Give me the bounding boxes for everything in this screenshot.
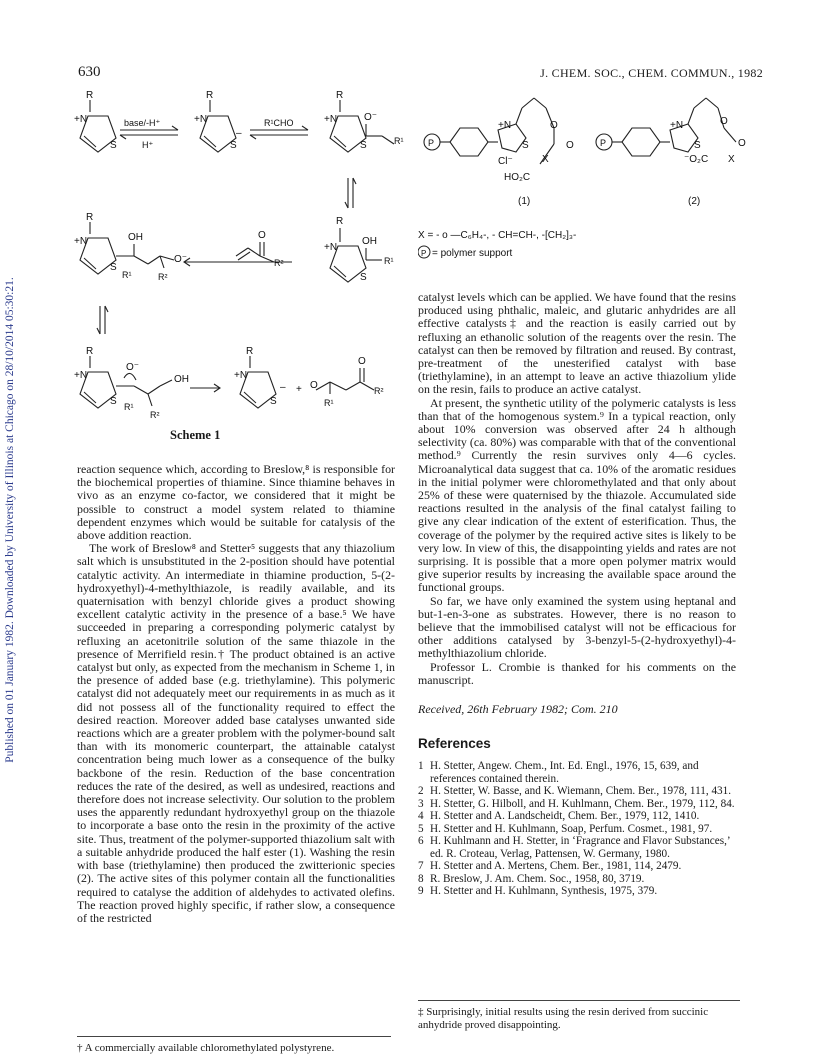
paragraph: At present, the synthetic utility of the polymeric catalysts is less than that of the homogenous system.⁹ In a typical reaction, only about 10% conversion was observed after 24 h although selectivity (ca. 80%) was comparable with that of the conventional method.⁹ Currently the resin survives only 4—6 cycles. Microanalytical data suggest that ca. 10% of the aromatic residues in the initial polymer were chloromethylated and that only about 25% of these were quaternised by the thiazole. Accumulated side reactions resulted in the analysis of the final catalyst failing to give any clear indication of the extent of esterification. Thus, the coverage of the polymer by the required active sites is likely to be very low. In view of this, the disappointing yields and rates are not surprising. It is possible that a more open polymer matrix would give superior results by increasing the available space around the functional groups.	[418, 395, 736, 595]
compound-1-label: (1)	[518, 196, 531, 207]
scheme-n-plus: +N	[74, 370, 88, 381]
scheme-r-label: R	[336, 90, 344, 101]
struct-o: O	[738, 138, 746, 149]
scheme-r1-label: R¹	[124, 402, 134, 412]
scheme-n-plus: +N	[194, 114, 208, 125]
carboxylate-group: ⁻O₂C	[684, 154, 709, 165]
scheme-o-minus: O⁻	[364, 112, 378, 123]
reference-item: 1 H. Stetter, Angew. Chem., Int. Ed. Engl., 1976, 15, 639, and references contained therein.	[418, 760, 699, 785]
carbanion-minus: –	[280, 382, 286, 393]
hplus-label: H⁺	[142, 140, 154, 150]
received-date: Received, 26th February 1982; Com. 210	[418, 702, 618, 716]
scheme-o: O	[358, 356, 366, 367]
scheme-r2-label: R²	[150, 410, 160, 420]
scheme-r-label: R	[206, 90, 214, 101]
footnote-rule-right	[418, 1000, 740, 1001]
scheme-o: O	[310, 380, 318, 391]
scheme-r-label: R	[86, 90, 94, 101]
footnote-rule-left	[77, 1036, 391, 1037]
scheme-s-label: S	[110, 140, 117, 151]
scheme-s-label: S	[230, 140, 237, 151]
paragraph: So far, we have only examined the system using heptanal and but-1-en-3-one as substrates. However, there is no reason to believe that the immobilised catalyst will not be efficacious for other additions catalysed by 3-benzyl-5-(2-hydroxyethyl)-4-methylthiazolium chloride.	[418, 593, 736, 661]
download-sidebar	[2, 150, 18, 890]
scheme-n-plus: +N	[324, 242, 338, 253]
scheme-oh: OH	[128, 232, 143, 243]
scheme-plus: +	[296, 384, 302, 395]
paragraph: reaction sequence which, according to Breslow,⁸ is responsible for the biochemical properties of thiamine. Since thiamine behaves in vivo as an enzyme co-factor, we considered that it might be possible to construct a model system related to thiamine dependent enzymes which would be suitable for catalysis of the above addition reaction.	[77, 462, 395, 543]
rcho-label: R¹CHO	[264, 118, 294, 128]
struct-o: O	[566, 140, 574, 151]
reference-item: 6 H. Kuhlmann and H. Stetter, in ‘Fragrance and Flavor Substances,’ ed. R. Croteau, Verlag, Pattensen, W. Germany, 1980.	[418, 835, 730, 860]
scheme-oh: OH	[362, 236, 377, 247]
paragraph: Professor L. Crombie is thanked for his comments on the manuscript.	[418, 659, 736, 687]
polymer-definition: = polymer support	[432, 248, 513, 259]
scheme-n-plus: +N	[74, 114, 88, 125]
left-column-text	[77, 463, 395, 925]
struct-o: O	[720, 116, 728, 127]
page-number: 630	[78, 64, 101, 80]
right-column-text	[418, 291, 736, 687]
scheme-n-plus: +N	[324, 114, 338, 125]
scheme-oh: OH	[174, 374, 189, 385]
struct-s: S	[694, 140, 701, 151]
scheme-r-label: R	[86, 212, 94, 223]
scheme-caption: Scheme 1	[170, 428, 221, 442]
struct-n-plus: +N	[670, 120, 684, 131]
scheme-s-label: S	[360, 272, 367, 283]
scheme-n-plus: +N	[234, 370, 248, 381]
scheme-s-label: S	[110, 262, 117, 273]
reference-item: 3 H. Stetter, G. Hilboll, and H. Kuhlmann, Chem. Ber., 1979, 112, 84.	[418, 797, 735, 810]
scheme-r1-label: R¹	[394, 136, 404, 146]
reference-item: 2 H. Stetter, W. Basse, and K. Wiemann, Chem. Ber., 1978, 111, 431.	[418, 785, 732, 797]
polymer-p-legend: P	[421, 249, 427, 258]
polymer-p-2: P	[600, 138, 607, 148]
scheme-s-label: S	[360, 140, 367, 151]
scheme-r1-label: R¹	[324, 398, 334, 408]
carbanion-minus: –	[236, 128, 242, 139]
polymer-p-1: P	[428, 138, 435, 148]
paragraph: The work of Breslow⁸ and Stetter⁵ suggests that any thiazolium salt which is unsubstituted in the 2-position should have potential catalytic activity. An intermediate in thiamine production, 5-(2-hydroxyethyl)-4-methylthiazole, is readily available, and its quaternisation with benzyl chloride gives a product showing excellent catalytic activity in the presence of a base.⁵ We have succeeded in preparing a corresponding polymeric catalyst by refluxing an acetonitrile solution of the same thiazole in the presence of Merrifield resin.† The product obtained is an active catalyst but only, as expected from the mechanism in Scheme 1, in the presence of added base (e.g. triethylamine). This polymeric catalyst did not adequately meet our requirements in as much as it did not possess all of the functionality required to effect the desired reaction. Moreover added base catalyses unwanted side reactions which are a greater problem with the polymer-bound salt than with its monomeric counterpart, the attainable catalyst concentration being much lower as a consequence of the bulky backbone of the resin. Reduction of the base concentration reduces the rate of the desired, as well as undesired, reactions and therefore does not increase selectivity. Our solution to the problem uses the apparently redundant hydroxyethyl group on the thiazole to incorporate a base onto the resin in the proximity of the active site. Thus, treatment of the polymer-supported thiazolium salt with a suitable anhydride produced the half ester (1). Washing the resin with base (triethylamine) then produced the zwitterionic species (2). The active sites of this polymer contain all the functionalities required to catalyse the addition of aldehydes to activated olefins. The reaction proved highly specific, if rather slow, a consequence of the restricted	[77, 541, 395, 925]
scheme-s-label: S	[110, 396, 117, 407]
references-list	[418, 760, 743, 898]
carboxylic-acid-group: HO₂C	[504, 172, 531, 183]
struct-n-plus: +N	[498, 120, 512, 131]
reference-item: 9 H. Stetter and H. Kuhlmann, Synthesis, 1975, 379.	[418, 885, 658, 897]
scheme-r-label: R	[246, 346, 254, 357]
footnote-left: † A commercially available chloromethylated polystyrene.	[77, 1042, 335, 1054]
references-heading: References	[418, 736, 491, 751]
compound-2-label: (2)	[688, 196, 701, 207]
reference-item: 5 H. Stetter and H. Kuhlmann, Soap, Perfum. Cosmet., 1981, 97.	[418, 822, 713, 835]
scheme-r2-label: R²	[158, 272, 168, 282]
paragraph: catalyst levels which can be applied. We have found that the resins produced using phthalic, maleic, and glutaric anhydrides are all effective catalysts‡ and the reaction is easily carried out by refluxing an ethanolic solution of the reagents over the resin. The catalyst can then be removed by filtration and reused. By contrast, pre-treatment of the unesterified catalyst with base (triethylamine), in an attempt to leave an active thiazolium ylide on the resin, fails to produce an active catalyst.	[418, 290, 736, 397]
scheme-r-label: R	[336, 216, 344, 227]
scheme-s-label: S	[270, 396, 277, 407]
scheme-o-minus: O⁻	[126, 362, 140, 373]
journal-header: J. CHEM. SOC., CHEM. COMMUN., 1982	[540, 66, 763, 80]
scheme-r1-label: R¹	[384, 256, 394, 266]
chloride-ion: Cl⁻	[498, 156, 513, 167]
scheme-o: O	[258, 230, 266, 241]
scheme-1-diagram	[60, 88, 405, 428]
struct-s: S	[522, 140, 529, 151]
scheme-r1-label: R¹	[122, 270, 132, 280]
reference-item: 7 H. Stetter and A. Mertens, Chem. Ber., 1981, 114, 2479.	[418, 860, 682, 872]
struct-x: X	[728, 154, 735, 165]
scheme-r2-label: R²	[374, 386, 384, 396]
footnote-right: ‡ Surprisingly, initial results using the resin derived from succinic anhydride proved disappointing.	[418, 1006, 709, 1031]
reference-item: 8 R. Breslow, J. Am. Chem. Soc., 1958, 80, 3719.	[418, 872, 645, 885]
structures-1-2-diagram	[418, 88, 758, 268]
struct-o: O	[550, 120, 558, 131]
reference-item: 4 H. Stetter and A. Landscheidt, Chem. Ber., 1979, 112, 1410.	[418, 810, 700, 822]
base-label: base/-H⁺	[124, 118, 161, 128]
scheme-n-plus: +N	[74, 236, 88, 247]
struct-x: X	[542, 154, 549, 165]
x-definition: X = - o —C₆H₄-, - CH=CH-, -[CH₂]₃-	[418, 230, 577, 241]
scheme-r2-label: R²	[274, 258, 284, 268]
scheme-r-label: R	[86, 346, 94, 357]
scheme-o-minus: O⁻	[174, 254, 188, 265]
download-sidebar-text: Published on 01 January 1982. Downloaded by University of Illinois at Chicago on 28/10/2014 05:30:21.	[4, 277, 16, 763]
